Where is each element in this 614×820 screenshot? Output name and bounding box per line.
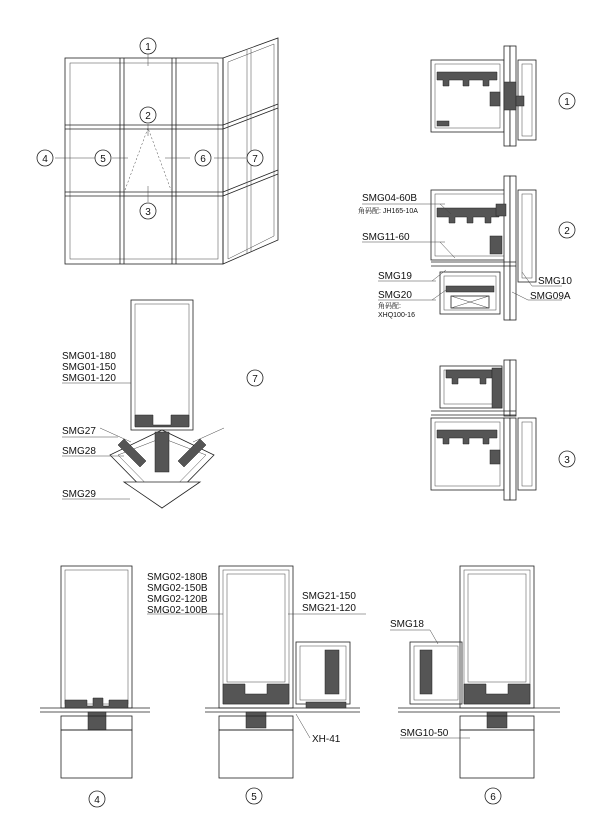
svg-text:6: 6 (200, 154, 206, 165)
callout-3 (140, 203, 156, 219)
callout-6 (195, 150, 211, 166)
label-smg01-180: SMG01-180 (62, 351, 116, 362)
note-xhq-1: 角码配: (378, 303, 401, 310)
label-smg01-120: SMG01-120 (62, 373, 116, 384)
svg-text:1: 1 (564, 97, 570, 108)
label-smg21-120: SMG21-120 (302, 603, 356, 614)
svg-text:4: 4 (42, 154, 48, 165)
label-xh-41: XH-41 (312, 734, 341, 745)
label-smg28: SMG28 (62, 446, 96, 457)
label-smg29: SMG29 (62, 489, 96, 500)
label-smg11-60: SMG11-60 (362, 232, 410, 243)
svg-text:7: 7 (252, 374, 258, 385)
elevation-view (55, 38, 278, 264)
section-number-2 (559, 222, 575, 238)
label-smg09a: SMG09A (530, 291, 571, 302)
section-number-7 (247, 370, 263, 386)
section-number-6 (485, 788, 501, 804)
svg-text:3: 3 (564, 455, 570, 466)
label-smg01-150: SMG01-150 (62, 362, 116, 373)
label-smg10: SMG10 (538, 276, 572, 287)
callout-4 (37, 150, 53, 166)
section-7-labels (62, 351, 116, 500)
svg-text:5: 5 (251, 792, 257, 803)
note-xhq-2: XHQ100-16 (378, 312, 415, 319)
section-number-3 (559, 451, 575, 467)
note-jh165: 角码配: JH165-10A (358, 208, 418, 215)
svg-text:5: 5 (100, 154, 106, 165)
label-smg04-60b: SMG04-60B (362, 193, 418, 204)
label-smg20: SMG20 (378, 290, 412, 301)
section-7-leaders (62, 383, 131, 499)
callout-1 (140, 38, 156, 54)
section-2-detail (431, 176, 536, 320)
svg-text:2: 2 (145, 111, 151, 122)
svg-text:1: 1 (145, 42, 151, 53)
section-3-detail (431, 360, 536, 500)
label-smg10-50: SMG10-50 (400, 728, 449, 739)
callout-5 (95, 150, 111, 166)
section-number-5 (246, 788, 262, 804)
section-7-detail (100, 300, 224, 508)
label-smg02-120b: SMG02-120B (147, 594, 208, 605)
svg-text:7: 7 (252, 154, 258, 165)
label-smg19: SMG19 (378, 271, 412, 282)
label-smg02-150b: SMG02-150B (147, 583, 208, 594)
section-number-4 (89, 791, 105, 807)
section-1-detail (431, 46, 536, 146)
label-smg02-180b: SMG02-180B (147, 572, 208, 583)
svg-text:2: 2 (564, 226, 570, 237)
callout-2 (140, 107, 156, 123)
label-smg02-100b: SMG02-100B (147, 605, 208, 616)
svg-text:4: 4 (94, 795, 100, 806)
label-smg21-150: SMG21-150 (302, 591, 356, 602)
section-6-detail (398, 566, 560, 778)
callout-7 (247, 150, 263, 166)
section-6-labels (390, 619, 449, 739)
label-smg18: SMG18 (390, 619, 424, 630)
svg-text:3: 3 (145, 207, 151, 218)
section-number-1 (559, 93, 575, 109)
section-4-detail (40, 566, 150, 778)
label-smg27: SMG27 (62, 426, 96, 437)
svg-text:6: 6 (490, 792, 496, 803)
